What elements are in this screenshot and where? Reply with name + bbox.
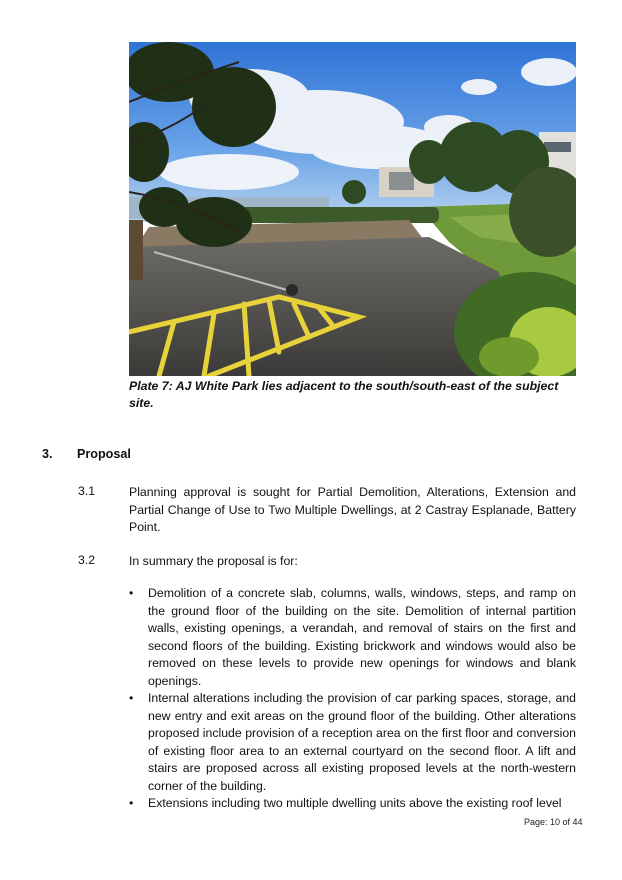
bullet-icon: •	[129, 586, 134, 600]
list-item	[129, 795, 576, 813]
paragraph-number-3-1: 3.1	[78, 484, 96, 498]
page-number: Page: 10 of 44	[524, 817, 583, 827]
paragraph-text-3-1: Planning approval is sought for Partial Demolition, Alterations, Extension and Partial Change of Use to Two Multiple Dwellings, at 2 Castray Esplanade, Battery Point.	[129, 485, 576, 534]
bullet-icon: •	[129, 691, 134, 705]
paragraph-number-3-2: 3.2	[78, 553, 96, 567]
bullet-text: Extensions including two multiple dwelling units above the existing roof level	[148, 796, 562, 810]
list-item	[129, 585, 576, 690]
bullet-icon: •	[129, 796, 134, 810]
site-photo	[129, 42, 576, 376]
list-item	[129, 690, 576, 795]
paragraph-text-3-2: In summary the proposal is for:	[129, 554, 298, 568]
section-number: 3.	[42, 447, 53, 461]
bullet-text: Demolition of a concrete slab, columns, walls, windows, steps, and ramp on the ground floor of the building on the site. Demolition of internal partition walls, existing openings, a verandah, and removal of stairs on the first and second floors of the building. Existing brickwork and windows would also be removed on these levels to provide new openings for windows and blank openings.	[148, 586, 576, 688]
plate-caption: Plate 7: AJ White Park lies adjacent to the south/south-east of the subject site.	[129, 379, 559, 410]
section-title: Proposal	[77, 447, 131, 461]
bullet-text: Internal alterations including the provision of car parking spaces, storage, and new entry and exit areas on the ground floor of the building. Other alterations proposed include provision of a reception area on the first floor and conversion of existing floor area to an external courtyard on the second floor. A lift and stairs are proposed across all existing proposed levels at the north-western corner of the building.	[148, 691, 576, 793]
proposal-bullet-list	[129, 585, 576, 813]
